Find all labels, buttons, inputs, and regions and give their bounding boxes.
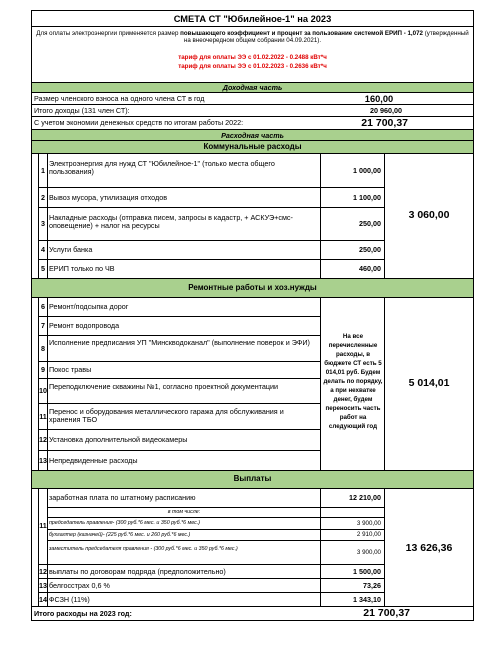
tariff-2022: тариф для оплаты ЭЭ с 01.02.2022 - 0.2488 кВт*ч — [178, 54, 327, 61]
payment-item — [47, 564, 321, 579]
income-label: Размер членского взноса на одного члена СТ в год — [34, 94, 205, 103]
margin-col — [31, 297, 39, 471]
repair-item-label: Исполнение предписания УП "Минскводоканал" (выполнение поверок и ЭФИ) — [49, 338, 310, 347]
communal-item — [47, 240, 321, 260]
tariff-2023: тариф для оплаты ЭЭ с 01.02.2023 - 0.2636 кВт*ч — [178, 63, 327, 70]
income-value: 21 700,37 — [361, 117, 408, 129]
row-num-label: 3 — [41, 219, 45, 228]
payment-value — [320, 564, 385, 579]
staff-value-label: 3 900,00 — [356, 520, 381, 527]
staff-value-label: 2 910,00 — [356, 531, 381, 538]
page-title: СМЕТА СТ "Юбилейное-1" на 2023 — [173, 14, 332, 24]
expense-header-label: Расходная часть — [221, 131, 284, 140]
communal-value-label: 1 100,00 — [353, 193, 381, 202]
communal-item-label: Электроэнергия для нужд СТ "Юбилейное-1" (только места общего пользования) — [49, 159, 275, 176]
repair-item — [47, 335, 321, 362]
income-value: 20 960,00 — [370, 106, 402, 115]
repair-note — [320, 297, 385, 471]
payment-item-label: ФСЗН (11%) — [49, 595, 90, 604]
payment-item — [47, 488, 321, 508]
payment-value — [320, 488, 385, 508]
communal-total — [384, 153, 474, 279]
staff-item-label: председатель правления- (300 руб.*6 мес. и 350 руб.*6 мес.) — [49, 520, 201, 526]
payments-header — [31, 470, 474, 489]
repair-header — [31, 278, 474, 298]
repair-item — [47, 316, 321, 336]
staff-value — [320, 540, 385, 565]
row-num-label: 7 — [41, 321, 45, 330]
payment-item-label: белгосстрах 0,6 % — [49, 581, 110, 590]
row-num-label: 5 — [41, 264, 45, 273]
repair-item — [47, 429, 321, 451]
communal-item — [47, 207, 321, 241]
row-num-label: 11 — [39, 412, 47, 421]
repair-note-text: На все перечисленные расходы, в бюджете СТ есть 5 014,01 руб. Будем делать по порядку, а при нехватке денег, будем переносить часть работ на следующий год — [323, 333, 383, 430]
row-num-label: 6 — [41, 302, 45, 311]
repair-item-label: Переподключение скважины №1, согласно проектной документации — [49, 382, 279, 391]
payment-value-label: 1 343,10 — [353, 595, 381, 604]
communal-total-label: 3 060,00 — [408, 209, 450, 221]
communal-item — [47, 259, 321, 279]
communal-value — [320, 153, 385, 188]
row-num-label: 11 — [39, 521, 47, 530]
payment-value — [320, 592, 385, 607]
row-num-label: 12 — [39, 567, 47, 576]
repair-item-label: Покос травы — [49, 365, 92, 374]
repair-item — [47, 378, 321, 404]
erip-notice — [36, 31, 469, 45]
payment-value-label: 73,26 — [363, 581, 381, 590]
row-num-label: 2 — [41, 193, 45, 202]
staff-item-label: бухгалтер (казначей)- (225 руб.*6 мес. и 260 руб.*6 мес.) — [49, 532, 191, 538]
payment-item-label: выплаты по договорам подряда (предположительно) — [49, 567, 226, 576]
row-num-label: 4 — [41, 245, 45, 254]
income-label: Итого доходы (131 член СТ): — [34, 106, 130, 115]
row-num-label: 8 — [41, 344, 45, 353]
row-num-label: 14 — [39, 595, 47, 604]
repair-header-label: Ремонтные работы и хоз.нужды — [188, 283, 317, 292]
repair-item — [47, 361, 321, 379]
repair-item-label: Перенос и оборудования металлического гаража для обслуживания и хранения ТБО — [49, 407, 284, 424]
communal-item-label: Вывоз мусора, утилизация отходов — [49, 193, 168, 202]
communal-value — [320, 240, 385, 260]
notice-bold: повышающего коэффициент и процент за пользование системой ЕРИП - 1,072 — [180, 30, 423, 37]
repair-item — [47, 403, 321, 430]
including-label: в том числе: — [167, 509, 201, 515]
margin-col — [31, 153, 39, 279]
repair-total-label: 5 014,01 — [408, 377, 450, 389]
communal-value — [320, 259, 385, 279]
communal-value-label: 250,00 — [359, 219, 381, 228]
margin-col — [31, 488, 39, 607]
repair-item-label: Ремонт/подсыпка дорог — [49, 302, 129, 311]
staff-item — [47, 540, 321, 565]
communal-value — [320, 187, 385, 208]
row-num-label: 13 — [39, 456, 47, 465]
row-num-label: 12 — [39, 435, 47, 444]
communal-value — [320, 207, 385, 241]
budget-sheet — [31, 10, 474, 619]
payments-total — [384, 488, 474, 607]
notice-cell — [31, 26, 474, 83]
row-num-label: 10 — [39, 386, 47, 395]
payment-value — [320, 578, 385, 593]
payment-item — [47, 578, 321, 593]
income-row-savings — [31, 116, 474, 130]
row-num-label: 9 — [41, 365, 45, 374]
communal-header-label: Коммунальные расходы — [203, 142, 302, 151]
payments-header-label: Выплаты — [233, 474, 272, 483]
grand-total-label: Итого расходы на 2023 год: — [34, 609, 132, 618]
communal-value-label: 460,00 — [359, 264, 381, 273]
communal-value-label: 1 000,00 — [353, 166, 381, 175]
staff-item-label: заместитель председателя правления - (300 руб.*6 мес. и 350 руб.*6 мес.) — [49, 546, 238, 552]
row-num-label: 13 — [39, 581, 47, 590]
repair-item — [47, 297, 321, 317]
repair-total — [384, 297, 474, 471]
repair-item-label: Установка дополнительной видеокамеры — [49, 435, 188, 444]
payment-item — [47, 592, 321, 607]
income-header-label: Доходная часть — [222, 83, 283, 92]
payment-value-label: 1 500,00 — [353, 567, 381, 576]
communal-item-label: ЕРИП только по ЧВ — [49, 264, 115, 273]
payment-value-label: 12 210,00 — [349, 493, 381, 502]
staff-value-label: 3 900,00 — [356, 549, 381, 556]
row-num-label: 1 — [41, 166, 45, 175]
payment-item-label: заработная плата по штатному расписанию — [49, 493, 196, 502]
communal-item-label: Накладные расходы (отправка писем, запросы в кадастр, + АСКУЭ+смс-оповещение) + налог на ресурсы — [49, 213, 293, 230]
repair-item-label: Непредвиденные расходы — [49, 456, 138, 465]
repair-item — [47, 450, 321, 471]
communal-item — [47, 153, 321, 188]
grand-total-row — [31, 606, 474, 621]
notice-prefix: Для оплаты электроэнергии применяется размер — [36, 30, 181, 37]
communal-item — [47, 187, 321, 208]
repair-item-label: Ремонт водопровода — [49, 321, 120, 330]
grand-total-value: 21 700,37 — [363, 607, 410, 619]
communal-item-label: Услуги банка — [49, 245, 93, 254]
communal-value-label: 250,00 — [359, 245, 381, 254]
communal-header — [31, 140, 474, 154]
income-value: 160,00 — [364, 94, 394, 104]
payments-total-label: 13 626,36 — [405, 542, 453, 554]
notice-suffix: (утвержденный на внеочередном общем собрании 04.09.2021). — [183, 30, 469, 44]
title-cell — [31, 10, 474, 27]
income-label: С учетом экономии денежных средств по итогам работы 2022: — [34, 118, 244, 127]
